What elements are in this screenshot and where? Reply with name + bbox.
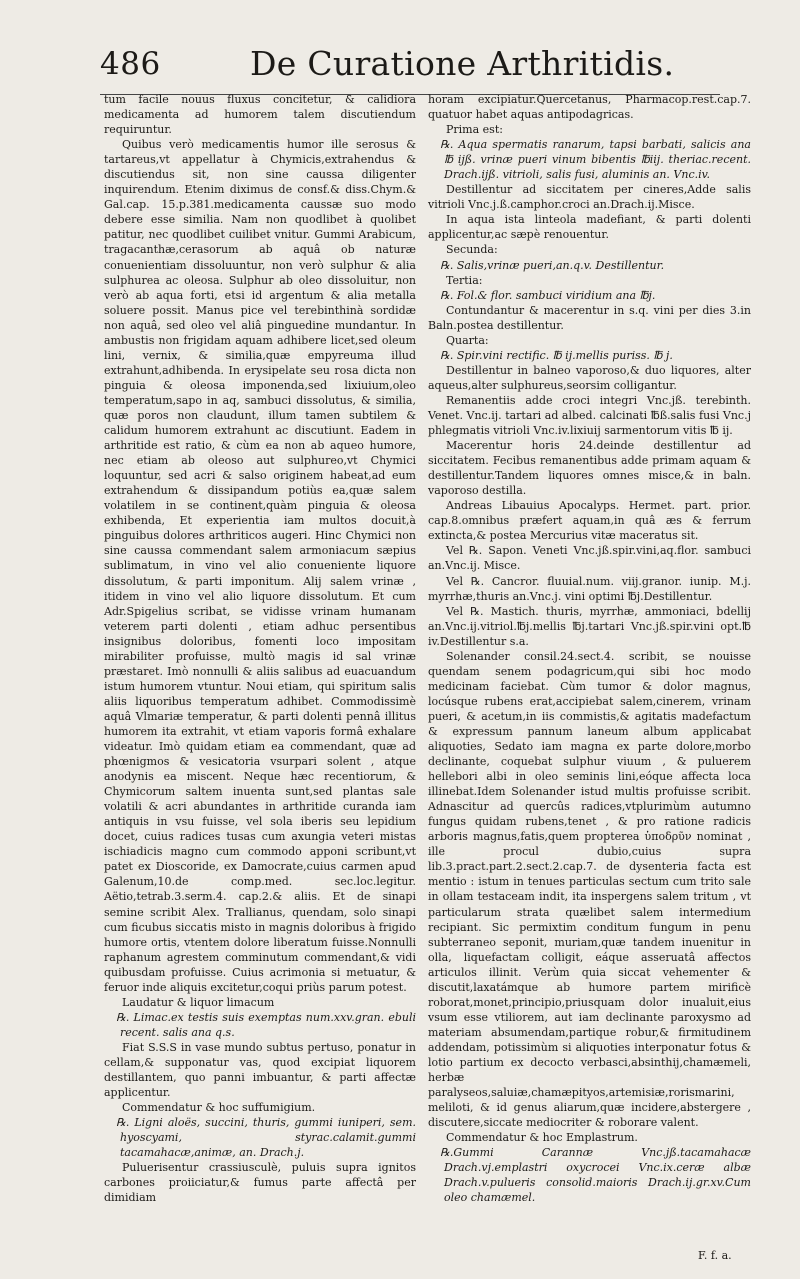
- paragraph: Remanentiis adde croci integri Vnc.jß. terebinth. Venet. Vnc.ij. tartari ad albed. calcinati ℔ß.salis fusi Vnc.j phlegmatis vitrioli Vnc.iv.lixiuij sarmentorum vitis ℔ ij.: [428, 393, 751, 438]
- right-column: [428, 92, 751, 1205]
- heading-label: Quarta:: [446, 333, 489, 347]
- paragraph: Contundantur & macerentur in s.q. vini per dies 3.in Baln.postea destillentur.: [428, 303, 751, 332]
- running-title: De Curatione Arthritidis.: [250, 44, 675, 83]
- recipe: ℞. Salis,vrinæ pueri,an.q.v. Destillentur.: [440, 258, 665, 272]
- paragraph: Solenander consil.24.sect.4. scribit, se nouisse quendam senem podagricum,qui sibi hoc modo medicinam faciebat. Cùm tumor & dolor magnus, locúsque rubens erat,accipiebat salem,cinerem, vrinam pueri, & acetum,in iis commistis,& agitatis madefactum & expressum pannum laneum album applicabat aliquoties, Sedato iam magna ex parte dolore,morbo declinante, coquebat sulphur viuum , & puluerem hellebori albi in oleo seminis lini,eóque affecta loca illinebat.Idem Solenander istud multis profuisse scribit. Adnascitur ad quercûs radices,vtplurimùm autumno fungus quidam rubens,tenet , & pro ratione radicis arboris magnus,fatis,quem propterea ὑποδρῦν nominat , ille procul dubio,cuius supra lib.3.pract.part.2.sect.2.cap.7. de dysenteria facta est mentio : istum in tenues particulas sectum cum trito sale in ollam testaceam indit, ita inspergens salem tritum , vt particularum strata quælibet salem intermedium recipiant. Sic permixtim conditum fungum in penu subterraneo seponit, muriam,quæ tandem inuenitur in olla, liquefactam colligit, eáque asseruatâ affectos articulos illinit. Verùm quia siccat vehementer & discutit,laxatámque ab humore partem mirificè roborat,monet,principio,priusquam dolor inualuit,eius vsum esse vtiliorem, aut iam declinante paroxysmo ad materiam absumendam,partique robur,& firmitudinem addendam, potissimùm si aliquoties interponatur fotus & lotio partium ex decocto verbasci,absinthij,chamæmeli, herbæ paralyseos,saluiæ,chamæpityos,artemisiæ,rorismarini, meliloti, & id genus aliarum,quæ incidere,abstergere , discutere,siccate mediocriter & roborare valent.: [428, 649, 751, 1130]
- paragraph: Commendatur & hoc suffumigium.: [122, 1101, 316, 1115]
- paragraph: tum facile nouus fluxus concitetur, & calidiora medicamenta ad humorem talem discutiendum requiruntur.: [104, 93, 416, 137]
- recipe: Vel ℞. Cancror. fluuial.num. viij.granor. iunip. M.j. myrrhæ,thuris an.Vnc.j. vini optimi ℔j.Destillentur.: [428, 574, 751, 603]
- paragraph: Destillentur in balneo vaporoso,& duo liquores, alter aqueus,alter sulphureus,seorsim colligantur.: [428, 363, 751, 392]
- page-number: 486: [100, 46, 161, 82]
- recipe: Vel ℞. Mastich. thuris, myrrhæ, ammoniaci, bdellij an.Vnc.ij.vitriol.℔j.mellis ℔j.tartari Vnc.jß.spir.vini opt.℔ iv.Destillentur s.a.: [428, 604, 751, 648]
- paragraph: Commendatur & hoc Emplastrum.: [446, 1131, 638, 1145]
- heading-label: Secunda:: [446, 243, 498, 257]
- recipe: Vel ℞. Sapon. Veneti Vnc.jß.spir.vini,aq.flor. sambuci an.Vnc.ij. Misce.: [428, 544, 751, 573]
- recipe: ℞. Aqua spermatis ranarum, tapsi barbati, salicis ana ℔ ijß. vrinæ pueri vinum bibentis ℔iij. theriac.recent. Drach.ijß. vitrioli, salis fusi, aluminis an. Vnc.iv.: [440, 138, 751, 182]
- paragraph: Laudatur & liquor limacum: [122, 995, 275, 1009]
- heading-label: Prima est:: [446, 123, 503, 137]
- signature-mark: F. f. a.: [698, 1249, 732, 1262]
- paragraph: Puluerisentur crassiusculè, puluis supra ignitos carbones proiiciatur,& fumus parte affectâ per dimidiam: [104, 1161, 416, 1205]
- recipe: ℞. Limac.ex testis suis exemptas num.xxv.gran. ebuli recent. salis ana q.s.: [116, 1010, 416, 1039]
- paragraph: In aqua ista linteola madefiant, & parti dolenti applicentur,ac sæpè renouentur.: [428, 213, 751, 242]
- recipe: ℞. Spir.vini rectific. ℔ ij.mellis puriss. ℔ j.: [440, 348, 673, 362]
- paragraph: Quibus verò medicamentis humor ille serosus & tartareus,vt appellatur à Chymicis,extrahendus & discutiendus sit, non sine caussa diligenter inquirendum. Etenim diximus de consf.& diss.Chym.& Gal.cap. 15.p.381.medicamenta caussæ suo modo debere esse similia. Nam non quodlibet à quolibet patitur, nec quodlibet cuilibet vnitur. Gummi Arabicum, tragacanthæ,cerasorum ab aquâ ob naturæ conuenientiam dissoluuntur, non verò sulphur & alia sulphurea ac oleosa. Sulphur ab oleo dissoluitur, non verò ab aqua forti, etsi id argentum & alia metalla soluere possit. Manus pice vel terebinthinà sordidæ non aquâ, sed oleo vel aliâ pinguedine mundantur. In ambustis non frigidam aquam adhibere licet,sed oleum lini, vernix, & similia,quæ empyreuma illud extrahunt,adhibenda. In erysipelate seu rosa dicta non pinguia & oleosa imponenda,sed lixiuium,oleo temperatum,sapo in aq, sambuci dissolutus, & similia, quæ poros non claudunt, illum tamen subtilem & calidum humorem extrahunt ac discutiunt. Eadem in arthritide est ratio, & cùm ea non ab aqueo humore, nec etiam ab oleoso aut sulphureo,vt Chymici loquuntur, sed acri & salso originem habeat,ad eum extrahendum & dissipandum potiùs ea,quæ salem volatilem in se continent,quàm pinguia & oleosa exhibenda, Et experientia iam multos docuit,à pinguibus dolores arthriticos augeri. Hinc Chymici non sine caussa commendant salem armoniacum sæpius sublimatum, in vino vel alio conueniente liquore dissolutum, & parti imponitum. Alij salem vrinæ , itidem in vino vel alio liquore dissolutum. Et cum Adr.Spigelius scribat, se vidisse vrinam humanam veterem parti dolenti , etiam adhuc persentibus insignibus doloribus, fomenti loco impositam mirabiliter profuisse, multò magis id sal vrinæ præstaret. Imò nonnulli & aliis salibus ad euacuandum istum humorem vtuntur. Noui etiam, qui spiritum salis aliis liquoribus temperatum adhibet. Commodissimè aquâ Vlmariæ temperatur, & parti dolenti pennâ illitus humorem ita extrahit, vt etiam vaporis formâ exhalare videatur. Imò quidam etiam ea commendant, quæ ad phœnigmos & vesicatoria vsurpari solent , atque anodynis ea miscent. Neque hæc recentiorum, & Chymicorum saltem inuenta sunt,sed plantas sale volatili & acri abundantes in arthritide curanda iam antiquis in vsu fuisse, vel sola iberis seu lepidium docet, cuius radices tusas cum axungia veteri mistas ischiadicis magno cum commodo apponi scribunt,vt patet ex Dioscoride, ex Damocrate,cuius carmen apud Galenum,10.de comp.med. sec.loc.legitur. Aëtio,tetrab.3.serm.4. cap.2.& aliis. Et de sinapi semine scribit Alex. Trallianus, quendam, solo sinapi cum ficubus siccatis misto in magnis doloribus à frigido humore ortis, vtentem dolore liberatum fuisse.Nonnulli raphanum agrestem comminutum commendant,& vidi quibusdam profuisse. Cuius acrimonia si metuatur, & feruor inde aliquis excitetur,coqui priùs parum potest.: [104, 138, 416, 994]
- recipe: ℞. Ligni aloës, succini, thuris, gummi iuniperi, sem. hyoscyami, styrac.calamit.gummi tacamahacæ,animæ, an. Drach.j.: [116, 1116, 416, 1160]
- paragraph: Andreas Libauius Apocalyps. Hermet. part. prior. cap.8.omnibus præfert aquam,in quâ æs & ferrum extincta,& postea Mercurius vitæ maceratus sit.: [428, 499, 751, 543]
- paragraph: Macerentur horis 24.deinde destillentur ad siccitatem. Fecibus remanentibus adde primam aquam & destillentur.Tandem liquores omnes misce,& in baln. vaporoso destilla.: [428, 439, 751, 498]
- recipe: ℞. Fol.& flor. sambuci viridium ana ℔j.: [440, 288, 656, 302]
- left-column: [104, 92, 416, 1205]
- recipe: ℞.Gummi Carannæ Vnc.jß.tacamahacæ Drach.vj.emplastri oxycrocei Vnc.ix.ceræ albæ Drach.v.pulueris consolid.maioris Drach.ij.gr.xv.Cum oleo chamæmel.: [440, 1146, 751, 1205]
- paragraph: Fiat S.S.S in vase mundo subtus pertuso, ponatur in cellam,& supponatur vas, quod excipiat liquorem destillantem, quo panni imbuantur, & parti affectæ applicentur.: [104, 1040, 416, 1100]
- heading-label: Tertia:: [446, 273, 483, 287]
- paragraph: horam excipiatur.Quercetanus, Pharmacop.rest.cap.7. quatuor habet aquas antipodagricas.: [428, 93, 751, 122]
- paragraph: Destillentur ad siccitatem per cineres,Adde salis vitrioli Vnc.j.ß.camphor.croci an.Drach.ij.Misce.: [428, 183, 751, 212]
- page-header: [100, 42, 720, 95]
